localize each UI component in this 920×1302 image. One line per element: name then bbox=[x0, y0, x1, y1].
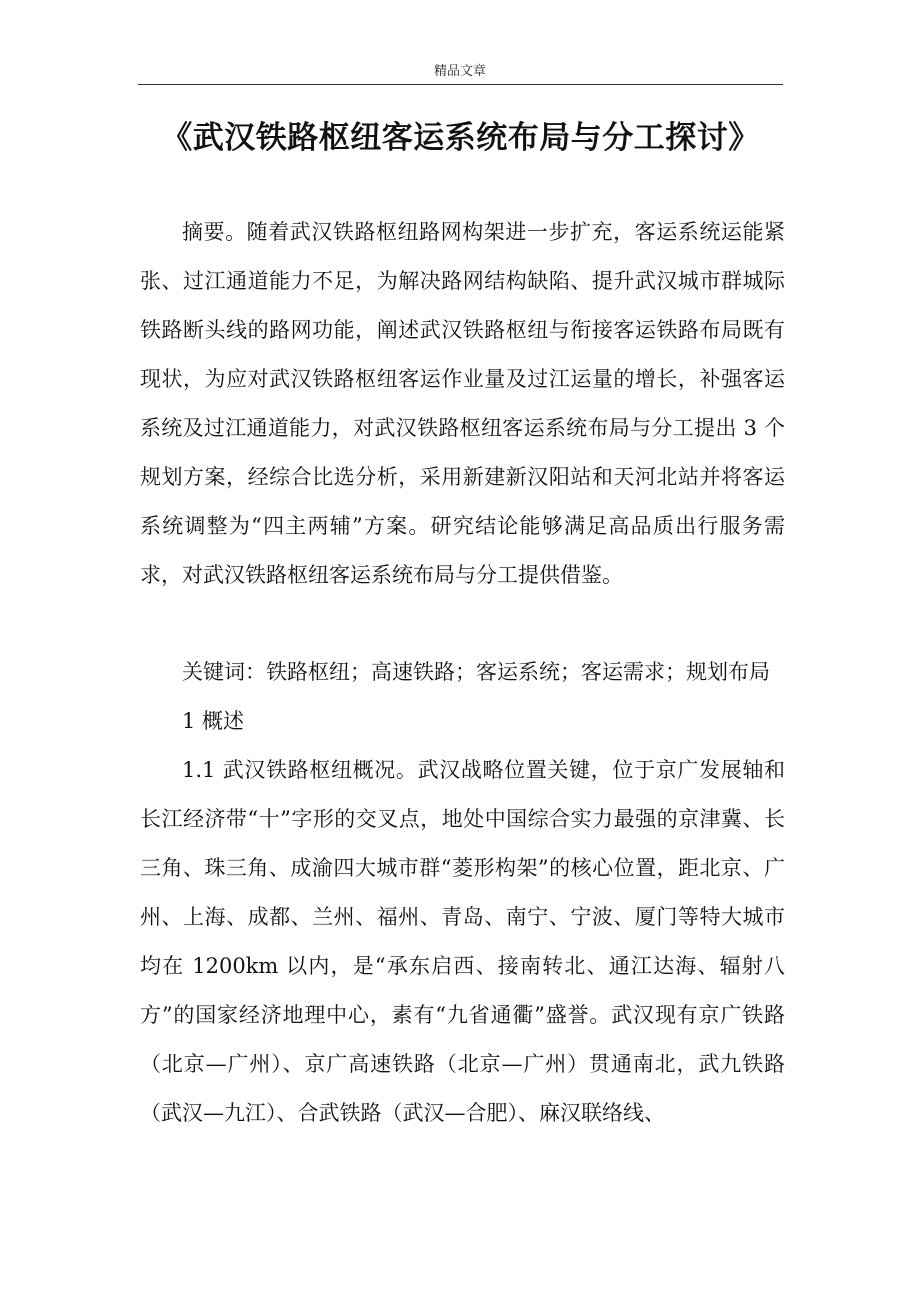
document-body bbox=[140, 208, 785, 1138]
document-title: 《武汉铁路枢纽客运系统布局与分工探讨》 bbox=[161, 120, 760, 156]
paragraph-spacer bbox=[140, 600, 785, 648]
keywords-paragraph: 关键词：铁路枢纽；高速铁路；客运系统；客运需求；规划布局 bbox=[182, 660, 770, 684]
section-paragraph: 1.1 武汉铁路枢纽概况。武汉战略位置关键，位于京广发展轴和长江经济带“十”字形的交叉点，地处中国综合实力最强的京津冀、长三角、珠三角、成渝四大城市群“菱形构架”的核心位置，距北京、广州、上海、成都、兰州、福州、青岛、南宁、宁波、厦门等特大城市均在 1200km 以内，是“承东启西、接南转北、通江达海、辐射八方”的国家经济地理中心，素有“九省通衢”盛誉。武汉现有京广铁路（北京—广州）、京广高速铁路（北京—广州）贯通南北，武九铁路（武汉—九江）、合武铁路（武汉—合肥）、麻汉联络线、 bbox=[140, 758, 785, 1125]
section-heading: 1 概述 bbox=[182, 709, 245, 733]
header-divider bbox=[138, 84, 783, 85]
running-header: 精品文章 bbox=[433, 64, 486, 79]
abstract-paragraph: 摘要。随着武汉铁路枢纽路网构架进一步扩充，客运系统运能紧张、过江通道能力不足，为解决路网结构缺陷、提升武汉城市群城际铁路断头线的路网功能，阐述武汉铁路枢纽与衔接客运铁路布局既有现状，为应对武汉铁路枢纽客运作业量及过江运量的增长，补强客运系统及过江通道能力，对武汉铁路枢纽客运系统布局与分工提出 3 个规划方案，经综合比选分析，采用新建新汉阳站和天河北站并将客运系统调整为“四主两辅”方案。研究结论能够满足高品质出行服务需求，对武汉铁路枢纽客运系统布局与分工提供借鉴。 bbox=[140, 220, 785, 587]
